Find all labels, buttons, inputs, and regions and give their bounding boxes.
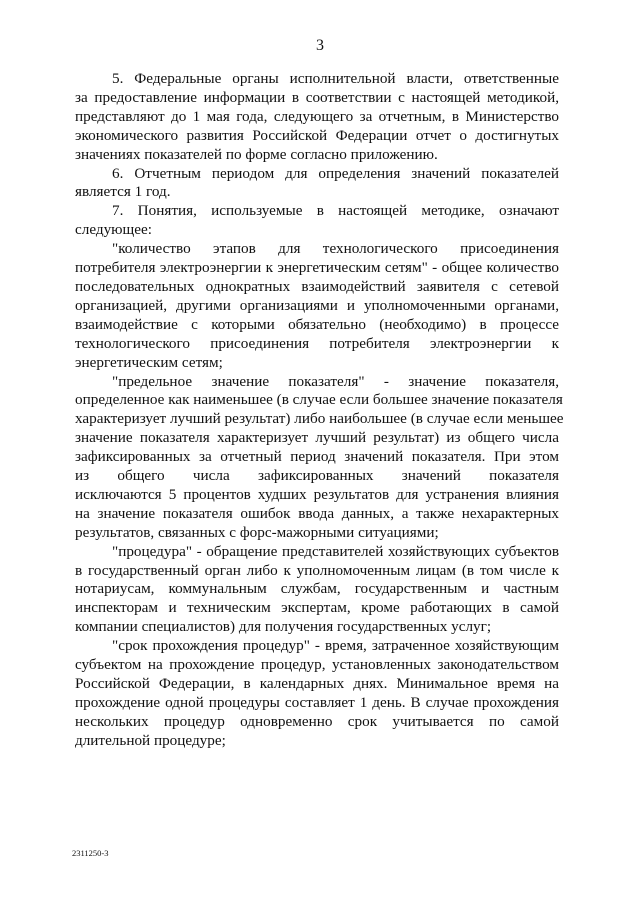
definition-procedure-duration	[75, 637, 559, 750]
paragraph-line: характеризует лучший результат) либо наибольшее (в случае если меньшее	[75, 410, 564, 428]
paragraph-line: зафиксированных за отчетный период значений показателя. При этом	[75, 448, 559, 466]
paragraph-line: "количество этапов для технологического присоединения	[112, 240, 559, 258]
paragraph-line: субъектом на прохождение процедур, установленных законодательством	[75, 656, 559, 674]
paragraph-line: последовательных однократных взаимодействий заявителя с сетевой	[75, 277, 559, 295]
paragraph-line: является 1 год.	[75, 183, 171, 201]
document-body	[75, 70, 564, 751]
paragraph-line: энергетическим сетям;	[75, 353, 223, 371]
paragraph-line: из общего числа зафиксированных значений показателя	[75, 467, 559, 485]
document-code: 2311250-3	[72, 848, 109, 858]
paragraph-item-6	[75, 165, 559, 203]
definition-limit-value	[75, 372, 564, 543]
paragraph-line: значение показателя характеризует лучший результат) из общего числа	[75, 429, 559, 447]
paragraph-line: длительной процедуре;	[75, 731, 226, 749]
paragraph-line: нескольких процедур одновременно срок учитывается по самой	[75, 712, 559, 730]
paragraph-line: следующее:	[75, 221, 152, 239]
paragraph-item-5	[75, 70, 559, 165]
paragraph-line: значениях показателей по форме согласно приложению.	[75, 145, 438, 163]
paragraph-line: на значение показателя ошибок ввода данных, а также нехарактерных	[75, 504, 559, 522]
definition-procedure	[75, 543, 559, 638]
paragraph-line: в государственный орган либо к уполномоченным лицам (в том числе к	[75, 561, 559, 579]
paragraph-line: технологического присоединения потребителя электроэнергии к	[75, 334, 559, 352]
paragraph-line: результатов, связанных с форс-мажорными ситуациями;	[75, 523, 439, 541]
paragraph-line: 5. Федеральные органы исполнительной власти, ответственные	[112, 70, 559, 87]
paragraph-line: инспекторам и техническим экспертам, кроме работающих в самой	[75, 599, 559, 617]
paragraph-line: Российской Федерации, в календарных днях. Минимальное время на	[75, 675, 559, 692]
paragraph-line: 7. Понятия, используемые в настоящей методике, означают	[112, 202, 559, 220]
paragraph-line: "процедура" - обращение представителей хозяйствующих субъектов	[112, 542, 559, 560]
paragraph-line: определенное как наименьшее (в случае если большее значение показателя	[75, 391, 563, 409]
paragraph-line: экономического развития Российской Федерации отчет о достигнутых	[75, 126, 559, 144]
paragraph-line: за предоставление информации в соответствии с настоящей методикой,	[75, 88, 559, 106]
paragraph-line: исключаются 5 процентов худших результатов для устранения влияния	[75, 485, 559, 503]
paragraph-line: потребителя электроэнергии к энергетическим сетям" - общее количество	[75, 259, 559, 277]
paragraph-line: прохождение одной процедуры составляет 1 день. В случае прохождения	[75, 693, 559, 711]
paragraph-line: 6. Отчетным периодом для определения значений показателей	[112, 164, 559, 182]
page-number: 3	[316, 37, 324, 54]
paragraph-line: нотариусам, коммунальным службам, государственным и частным	[75, 580, 559, 598]
paragraph-line: организацией, другими организациями и уполномоченными органами,	[75, 296, 559, 314]
definition-connection-stages	[75, 240, 559, 372]
paragraph-item-7	[75, 202, 559, 240]
paragraph-line: "срок прохождения процедур" - время, затраченное хозяйствующим	[112, 637, 559, 655]
paragraph-line: взаимодействие с которыми обязательно (необходимо) в процессе	[75, 315, 559, 333]
paragraph-line: "предельное значение показателя" - значение показателя,	[112, 372, 559, 390]
paragraph-line: компании специалистов) для получения государственных услуг;	[75, 618, 492, 636]
paragraph-line: представляют до 1 мая года, следующего за отчетным, в Министерство	[75, 107, 559, 125]
